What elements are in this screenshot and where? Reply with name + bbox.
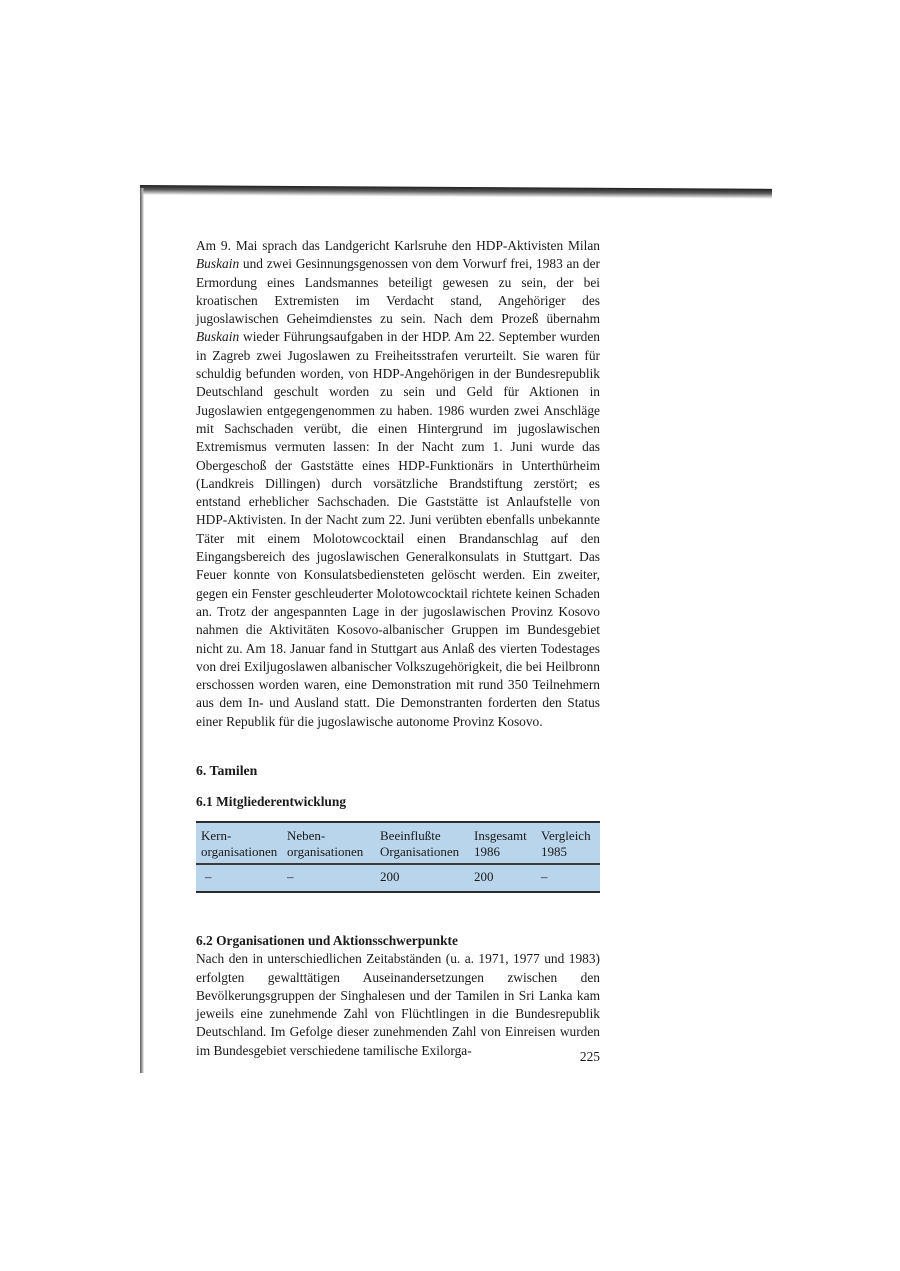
organisations-text: Nach den in unterschiedlichen Zeitabständen (u. a. 1971, 1977 und 1983) erfolgten gewalttätigen Auseinandersetzungen zwischen den Bevölkerungsgruppen der Singhalesen und der Tamilen in Sri Lanka kam jeweils eine zunehmende Zahl von Flüchtlingen in die Bundesrepublik Deutschland. Im Gefolge dieser zunehmenden Zahl von Einreisen wurden im Bundesgebiet verschiedene tamilische Exilorga- [196, 951, 600, 1058]
table-header-core-orgs [201, 828, 277, 859]
person-name: Buskain [196, 329, 240, 345]
page-top-edge [140, 185, 772, 199]
header-line: 1986 [474, 843, 500, 859]
header-line: Insgesamt [474, 828, 527, 843]
table-cell: – [287, 869, 294, 884]
organisations-section [196, 932, 600, 1060]
header-line: Neben- [287, 828, 326, 843]
table-row-divider [196, 863, 600, 865]
table-cell: 200 [474, 869, 494, 884]
header-line: Beeinflußte [380, 828, 441, 843]
header-line: 1985 [541, 843, 567, 859]
body-paragraph [196, 237, 600, 731]
table-cell: – [541, 869, 548, 884]
page-left-edge [140, 188, 144, 1073]
table-cell: – [205, 869, 212, 884]
table-header-total [474, 828, 527, 859]
person-name: Buskain [196, 256, 240, 272]
subsection-heading-membership: 6.1 Mitgliederentwicklung [196, 794, 347, 809]
table-header-influenced-orgs [380, 828, 459, 859]
header-line: Kern- [201, 828, 232, 843]
header-line: Vergleich [541, 828, 591, 843]
table-cell: 200 [380, 869, 400, 884]
header-line: organisationen [201, 843, 278, 859]
section-heading: 6. Tamilen [196, 763, 258, 778]
subsection-heading-organisations: 6.2 Organisationen und Aktionsschwerpunkte [196, 933, 458, 948]
body-paragraph-text: Am 9. Mai sprach das Landgericht Karlsruhe den HDP-Aktivisten Milan Buskain und zwei Gesinnungsgenossen von dem Vorwurf frei, 1983 an der Ermordung eines Landsmannes beteiligt gewesen zu sein, der bei kroatischen Extremisten im Verdacht stand, Angehöriger des jugoslawischen Geheimdienstes zu sein. Nach dem Prozeß übernahm Buskain wieder Führungsaufgaben in der HDP. Am 22. September wurden in Zagreb zwei Jugoslawen zu Freiheitsstrafen verurteilt. Sie waren für schuldig befunden worden, von HDP-Angehörigen in der Bundesrepublik Deutschland geschult worden zu sein und Geld für Aktionen in Jugoslawien entgegengenommen zu haben. 1986 wurden zwei Anschläge mit Sachschaden verübt, die einen Hintergrund im jugoslawischen Extremismus vermuten lassen: In der Nacht zum 1. Juni wurde das Obergeschoß der Gaststätte eines HDP-Funktionärs in Unterthürheim (Landkreis Dillingen) durch vorsätzliche Brandstiftung zerstört; es entstand erheblicher Sachschaden. Die Gaststätte ist Anlaufstelle von HDP-Aktivisten. In der Nacht zum 22. Juni verübten ebenfalls unbekannte Täter mit einem Molotowcocktail einen Brandanschlag auf den Eingangsbereich des jugoslawischen Generalkonsulats in Stuttgart. Das Feuer konnte von Konsulatsbediensteten gelöscht werden. Ein zweiter, gegen ein Fenster geschleuderter Molotowcocktail richtete keinen Schaden an. Trotz der angespannten Lage in der jugoslawischen Provinz Kosovo nahmen die Aktivitäten Kosovo-albanischer Gruppen im Bundesgebiet nicht zu. Am 18. Januar fand in Stuttgart aus Anlaß des vierten Todestages von drei Exiljugoslawen albanischer Volkszugehörigkeit, die bei Heilbronn erschossen worden waren, eine Demonstration mit rund 350 Teilnehmern aus dem In- und Ausland statt. Die Demonstranten forderten den Status einer Republik für die jugoslawische autonome Provinz Kosovo. [196, 238, 600, 729]
header-line: organisationen [287, 843, 364, 859]
header-line: Organisationen [380, 843, 460, 859]
table-header-side-orgs [287, 828, 363, 859]
page-number: 225 [579, 1049, 600, 1064]
table-header-comparison [541, 828, 591, 859]
membership-table [196, 821, 600, 893]
